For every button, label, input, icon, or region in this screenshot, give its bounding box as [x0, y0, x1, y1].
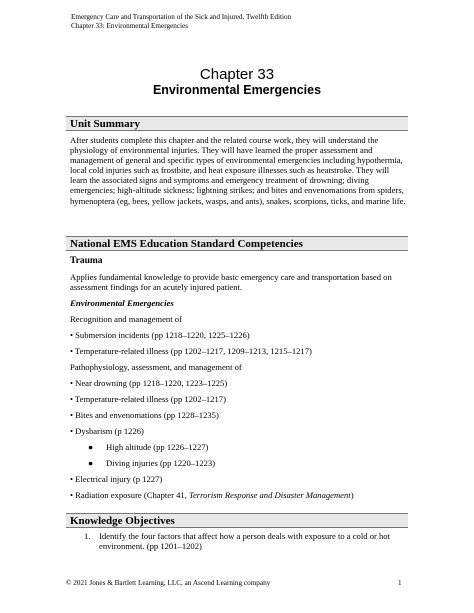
unit-summary-text: After students complete this chapter and the related course work, they will understand the physiology of environmental injuries. They will have learned the proper assessment and management of general and specific types of environmental emergencies including hypothermia, local cold injuries such as frostbite, and heat exposure illnesses such as heatstroke. They will learn the associated signs and symptoms and emergency treatment of drowning; diving emergencies; high-altitude sickness; lightning strikes; and bites and envenomations from spiders, hymenoptera (eg, bees, yellow jackets, wasps, and ants), snakes, scorpions, ticks, and marine life.	[70, 135, 406, 206]
list-item: • Electrical injury (p 1227)	[70, 474, 163, 484]
pathophysiology-label: Pathophysiology, assessment, and management of	[70, 362, 242, 372]
list-item: • Near drowning (pp 1218–1220, 1223–1225)	[70, 378, 228, 388]
header-chapter: Chapter 33: Environmental Emergencies	[71, 22, 189, 30]
list-item: • Submersion incidents (pp 1218–1220, 1225–1226)	[70, 330, 250, 340]
objective-text: Identify the four factors that affect how a person deals with exposure to a cold or hot environment. (pp 1201–1202)	[99, 531, 390, 552]
running-header	[71, 13, 291, 31]
recognition-label: Recognition and management of	[70, 314, 182, 324]
chapter-title: Environmental Emergencies	[152, 83, 322, 97]
trauma-subheading: Trauma	[70, 256, 103, 266]
header-book-title: Emergency Care and Transportation of the Sick and Injured, Twelfth Edition	[71, 13, 292, 21]
knowledge-objectives-heading: Knowledge Objectives	[66, 513, 408, 528]
list-item: • Bites and envenomations (pp 1228–1235)	[70, 410, 219, 420]
environmental-emergencies-heading: Environmental Emergencies	[70, 298, 174, 308]
list-item: • Dysbarism (p 1226)	[70, 426, 144, 436]
competencies-heading: National EMS Education Standard Competencies	[66, 236, 408, 251]
bullet-icon: ●	[88, 458, 94, 468]
page-number: 1	[398, 579, 402, 587]
sub-list-item: ● High altitude (pp 1226–1227)	[88, 442, 209, 452]
bullet-icon: ●	[88, 442, 94, 452]
chapter-number: Chapter 33	[199, 66, 275, 83]
copyright-footer: © 2021 Jones & Bartlett Learning, LLC, an Ascend Learning company	[66, 579, 271, 587]
list-item: • Temperature-related illness (pp 1202–1217, 1209–1213, 1215–1217)	[70, 346, 312, 356]
reference-title: Terrorism Response and Disaster Management	[189, 490, 351, 500]
trauma-paragraph: Applies fundamental knowledge to provide basic emergency care and transportation based on assessment findings for an acutely injured patient.	[70, 272, 392, 293]
unit-summary-heading: Unit Summary	[66, 116, 408, 131]
list-item: • Temperature-related illness (pp 1202–1217)	[70, 394, 226, 404]
objective-number: 1.	[84, 531, 91, 541]
sub-list-item: ● Diving injuries (pp 1220–1223)	[88, 458, 216, 468]
list-item: • Radiation exposure (Chapter 41, Terrorism Response and Disaster Management)	[70, 490, 354, 500]
